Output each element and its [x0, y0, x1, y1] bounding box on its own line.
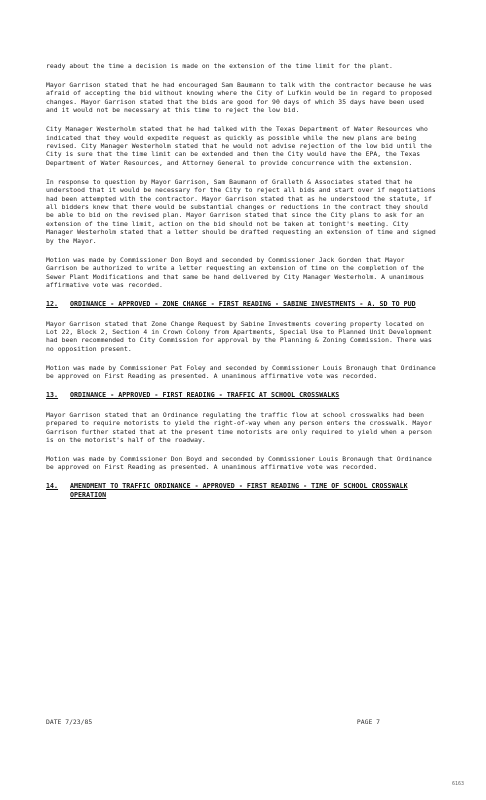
section-12-heading	[46, 300, 436, 309]
page-footer	[46, 718, 380, 726]
paragraph-motion-extension: Motion was made by Commissioner Don Boyd and seconded by Commissioner Jack Gorden that Mayor Garrison be authorized to write a letter requesting an extension of time on the completion of the Sewer Plant Modifications and that same be hand delivered by City Manager Westerholm. A unanimous affirmative vote was recorded.	[46, 255, 425, 289]
section-13-number: 13.	[46, 391, 59, 400]
footer-date: DATE 7/23/85	[46, 718, 93, 726]
paragraph-zone-change: Mayor Garrison stated that Zone Change Request by Sabine Investments covering property located on Lot 22, Block 2, Section 4 in Crown Colony from Apartments, Special Use to Planned Unit Development had been recommended to City Commission for approval by the Planning & Zoning Commission. There was no opposition present.	[46, 319, 432, 353]
section-13-title: ORDINANCE - APPROVED - FIRST READING - TRAFFIC AT SCHOOL CROSSWALKS	[70, 391, 340, 400]
paragraph-crosswalk-ordinance: Mayor Garrison stated that an Ordinance regulating the traffic flow at school crosswalks had been prepared to require motorists to yield the right-of-way when any person enters the crosswalk. Mayor Garrison further stated that at the present time motorists are only required to yield when a person is on the motorist's half of the roadway.	[46, 410, 432, 444]
paragraph-time-limit: ready about the time a decision is made on the extension of the time limit for the plant.	[46, 62, 393, 70]
paragraph-mayor-contractor: Mayor Garrison stated that he had encouraged Sam Baumann to talk with the contractor because he was afraid of accepting the bid without knowing where the City of Lufkin would be in regard to proposed changes. Mayor Garrison stated that the bids are good for 90 days of which 35 days have been used and it would not be necessary at this time to reject the low bid.	[46, 81, 432, 115]
section-12-title: ORDINANCE - APPROVED - ZONE CHANGE - FIRST READING - SABINE INVESTMENTS - A. SD TO PUD	[70, 299, 416, 308]
paragraph-city-manager-water-resources: City Manager Westerholm stated that he had talked with the Texas Department of Water Resources who indicated that they would expedite request as quickly as possible while the new plans are being revised. City Manager Westerholm stated that he would not advise rejection of the low bid until the City is sure that the time limit can be extended and then the City would have the EPA, the Texas Department of Water Resources, and Attorney General to provide concurrence with the extension.	[46, 125, 432, 167]
paragraph-motion-crosswalk: Motion was made by Commissioner Don Boyd and seconded by Commissioner Louis Bronaugh that Ordinance be approved on First Reading as presented. A unanimous affirmative vote was recorded.	[46, 454, 432, 472]
section-14-title: AMENDMENT TO TRAFFIC ORDINANCE - APPROVED - FIRST READING - TIME OF SCHOOL CROSSWALK OPERATION	[70, 482, 408, 500]
corner-mark: 6163	[452, 781, 465, 787]
minutes-page	[46, 62, 436, 511]
section-14-number: 14.	[46, 482, 59, 491]
section-12-number: 12.	[46, 299, 59, 308]
footer-page-number: PAGE 7	[356, 718, 380, 726]
section-13-heading	[46, 391, 436, 400]
paragraph-motion-zone-change: Motion was made by Commissioner Pat Foley and seconded by Commissioner Louis Bronaugh that Ordinance be approved on First Reading as presented. A unanimous affirmative vote was recorded.	[46, 363, 436, 381]
paragraph-baumann-response: In response to question by Mayor Garrison, Sam Baumann of Gralleth & Associates stated that he understood that it would be necessary for the City to reject all bids and start over if negotiations had been attempted with the contractor. Mayor Garrison stated that as he understood the statute, if all bidders knew that there would be substantial changes or reductions in the contract they should be able to bid on the revised plan. Mayor Garrison stated that since the City plans to ask for an extension of the time limit, action on the bid should not be taken at tonight's meeting. City Manager Westerholm stated that a letter should be drafted requesting an extension of time and signed by the Mayor.	[46, 177, 436, 245]
section-14-heading	[46, 482, 436, 500]
